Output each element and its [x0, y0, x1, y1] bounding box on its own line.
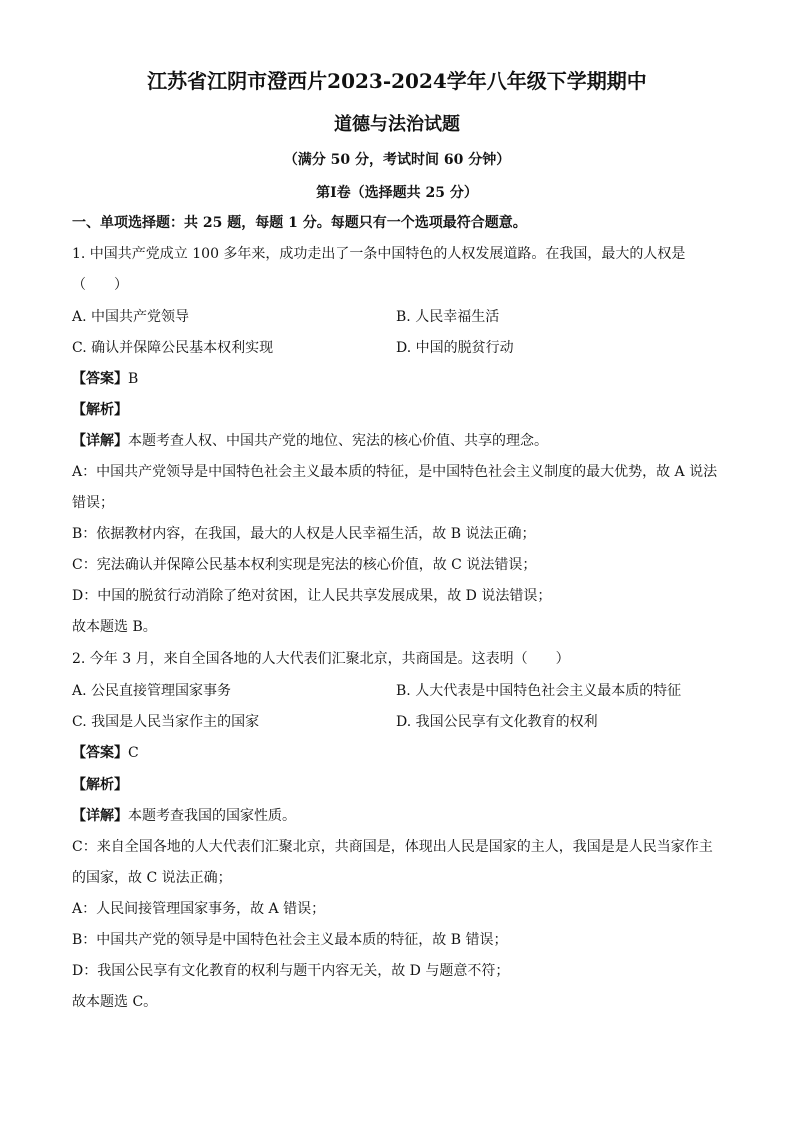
volume-heading: 第Ⅰ卷（选择题共 25 分）: [316, 185, 478, 201]
detail-text: 本题考查人权、中国共产党的地位、宪法的核心价值、共享的理念。: [128, 433, 548, 449]
question-2-explanation-d: D：我国公民享有文化教育的权利与题干内容无关，故 D 与题意不符；: [72, 963, 510, 979]
answer-tag: 【答案】: [72, 745, 128, 761]
exam-note: （满分 50 分，考试时间 60 分钟）: [283, 152, 511, 168]
question-2-answer: [72, 744, 139, 762]
document-title: 江苏省江阴市澄西片2023-2024学年八年级下学期期中: [147, 69, 647, 93]
question-2-stem: 2. 今年 3 月，来自全国各地的人大代表们汇聚北京，共商国是。这表明（ ）: [72, 651, 570, 667]
section-heading: 一、单项选择题：共 25 题，每题 1 分。每题只有一个选项最符合题意。: [72, 215, 527, 231]
answer-value: C: [128, 745, 139, 761]
question-2-explanation-b: B：中国共产党的领导是中国特色社会主义最本质的特征，故 B 错误；: [72, 932, 508, 948]
question-1-explanation-b: B：依据教材内容，在我国，最大的人权是人民幸福生活，故 B 说法正确；: [72, 526, 536, 542]
question-2-option-c: C. 我国是人民当家作主的国家: [72, 714, 260, 730]
question-2-option-d: D. 我国公民享有文化教育的权利: [396, 714, 598, 730]
question-1-explanation-d: D：中国的脱贫行动消除了绝对贫困，让人民共享发展成果，故 D 说法错误；: [72, 588, 552, 604]
question-1-option-b: B. 人民幸福生活: [396, 309, 500, 325]
question-2-option-a: A. 公民直接管理国家事务: [72, 683, 232, 699]
question-1-conclusion: 故本题选 B。: [72, 619, 157, 635]
analysis-tag: 【解析】: [72, 777, 128, 793]
question-1-explanation-c: C：宪法确认并保障公民基本权利实现是宪法的核心价值，故 C 说法错误；: [72, 557, 537, 573]
question-1-stem: 1. 中国共产党成立 100 多年来，成功走出了一条中国特色的人权发展道路。在我国，最大的人权是: [72, 246, 686, 262]
question-1-stem-cont: （ ）: [72, 277, 128, 293]
question-2-option-b: B. 人大代表是中国特色社会主义最本质的特征: [396, 683, 682, 699]
answer-value: B: [128, 371, 139, 387]
detail-text: 本题考查我国的国家性质。: [128, 808, 296, 824]
question-1-detail: [72, 432, 548, 450]
question-1-answer: [72, 370, 138, 388]
question-1-option-a: A. 中国共产党领导: [72, 309, 190, 325]
question-1-explanation-a-cont: 错误；: [72, 495, 114, 511]
question-2-explanation-c: C：来自全国各地的人大代表们汇聚北京，共商国是，体现出人民是国家的主人，我国是是人民当家作主: [72, 839, 713, 855]
question-2-detail: [72, 807, 296, 825]
detail-tag: 【详解】: [72, 433, 128, 449]
question-1-option-c: C. 确认并保障公民基本权利实现: [72, 340, 274, 356]
question-2-explanation-a: A：人民间接管理国家事务，故 A 错误；: [72, 901, 326, 917]
question-2-conclusion: 故本题选 C。: [72, 994, 158, 1010]
detail-tag: 【详解】: [72, 808, 128, 824]
question-1-explanation-a: A：中国共产党领导是中国特色社会主义最本质的特征，是中国特色社会主义制度的最大优势，故 A 说法: [72, 464, 718, 480]
document-subtitle: 道德与法治试题: [334, 114, 460, 135]
answer-tag: 【答案】: [72, 371, 128, 387]
question-1-option-d: D. 中国的脱贫行动: [396, 340, 514, 356]
analysis-tag: 【解析】: [72, 402, 128, 418]
question-2-explanation-c-cont: 的国家，故 C 说法正确；: [72, 870, 232, 886]
